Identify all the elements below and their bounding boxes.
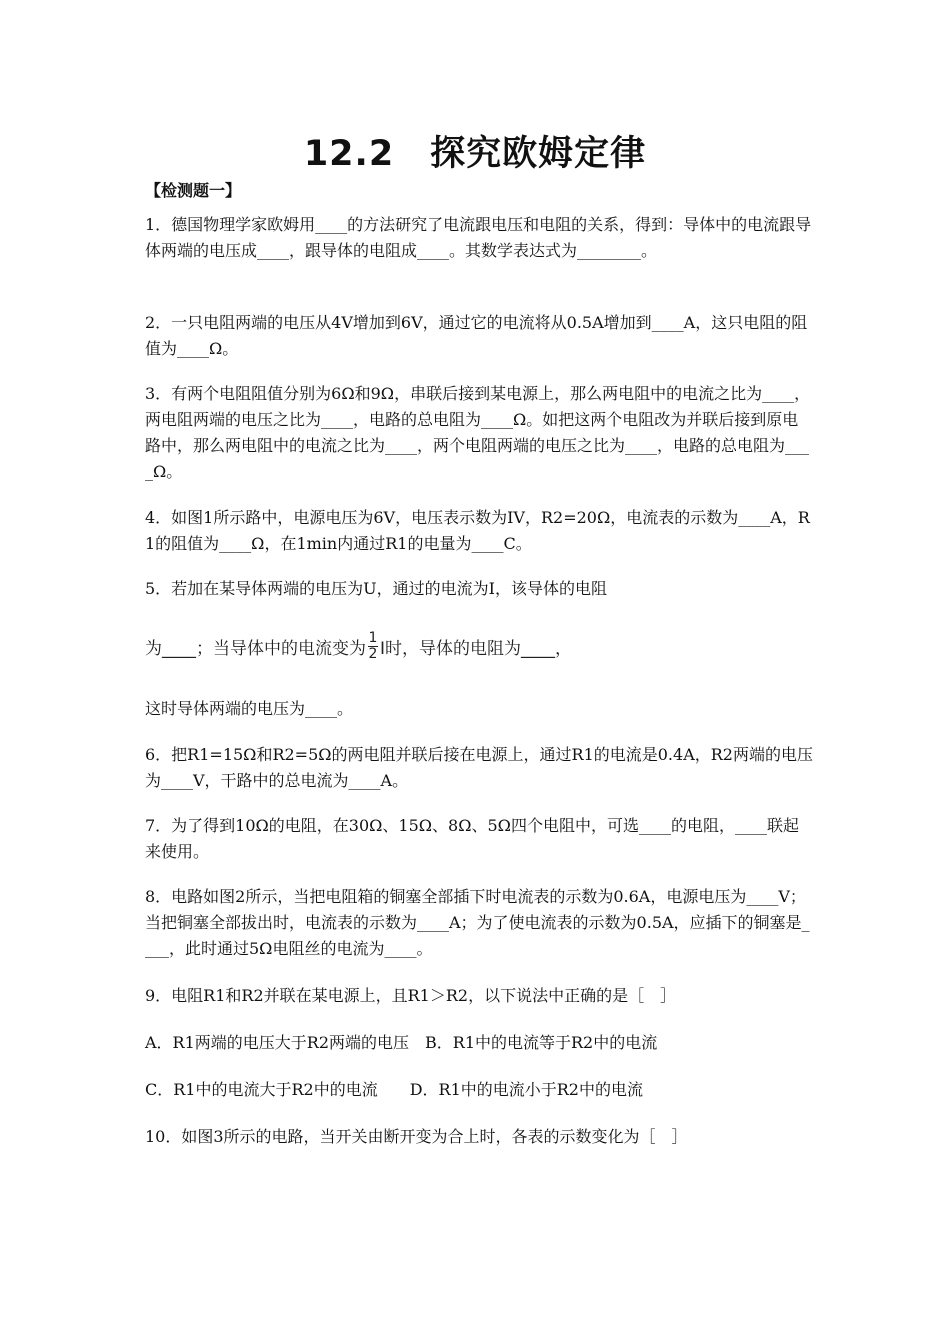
question-9-options-ab: A．R1两端的电压大于R2两端的电压 B．R1中的电流等于R2中的电流 xyxy=(145,1033,658,1052)
question-4: 4．如图1所示路中，电源电压为6V，电压表示数为IV，R2=20Ω，电流表的示数为____A，R1的阻值为____Ω，在1min内通过R1的电量为____C。 xyxy=(145,508,810,553)
page-title: 12.2 探究欧姆定律 xyxy=(303,134,647,174)
question-6: 6．把R1=15Ω和R2=5Ω的两电阻并联后接在电源上，通过R1的电流是0.4A，R2两端的电压为____V，干路中的总电流为____A。 xyxy=(145,745,813,790)
question-5-formula-image xyxy=(145,624,572,668)
fraction-numerator: 1 xyxy=(368,629,378,646)
section-heading: 【检测题一】 xyxy=(145,181,242,200)
question-9-options-cd: C．R1中的电流大于R2中的电流 D．R1中的电流小于R2中的电流 xyxy=(145,1080,643,1099)
question-2: 2．一只电阻两端的电压从4V增加到6V，通过它的电流将从0.5A增加到____A，这只电阻的阻值为____Ω。 xyxy=(145,313,808,358)
question-1: 1．德国物理学家欧姆用____的方法研究了电流跟电压和电阻的关系，得到：导体中的电流跟导体两端的电压成____，跟导体的电阻成____。其数学表达式为________。 xyxy=(145,215,812,260)
question-8: 8．电路如图2所示，当把电阻箱的铜塞全部插下时电流表的示数为0.6A，电源电压为____V；当把铜塞全部拔出时，电流表的示数为____A；为了使电流表的示数为0.5A，应插下的铜塞是____，此时通过5Ω电阻丝的电流为____。 xyxy=(145,887,810,958)
question-3: 3．有两个电阻阻值分别为6Ω和9Ω，串联后接到某电源上，那么两电阻中的电流之比为____，两电阻两端的电压之比为____，电路的总电阻为____Ω。如把这两个电阻改为并联后接到原电路中，那么两电阻中的电流之比为____，两个电阻两端的电压之比为____，电路的总电阻为____Ω。 xyxy=(145,384,811,481)
question-7: 7．为了得到10Ω的电阻，在30Ω、15Ω、8Ω、5Ω四个电阻中，可选____的电阻，____联起来使用。 xyxy=(145,816,799,861)
question-9: 9．电阻R1和R2并联在某电源上，且R1＞R2，以下说法中正确的是［ ］ xyxy=(145,986,677,1005)
question-10: 10．如图3所示的电路，当开关由断开变为合上时，各表的示数变化为［ ］ xyxy=(145,1127,688,1146)
question-5-tail: 这时导体两端的电压为____。 xyxy=(145,699,354,718)
fraction-denominator: 2 xyxy=(368,645,378,662)
formula-text-b: I时，导体的电阻为____， xyxy=(380,638,573,659)
formula-text-a: 为____；当导体中的电流变为 xyxy=(145,638,366,659)
fraction xyxy=(368,631,378,662)
question-5: 5．若加在某导体两端的电压为U，通过的电流为I，该导体的电阻 xyxy=(145,579,607,598)
